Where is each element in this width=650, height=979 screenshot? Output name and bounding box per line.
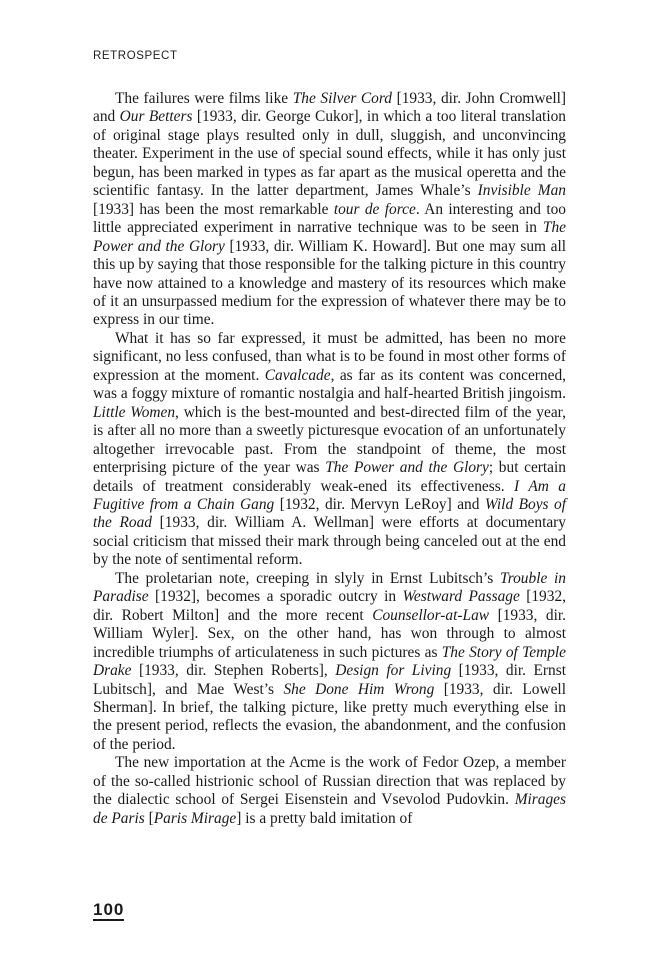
italic-title: Trouble in Paradise (93, 569, 567, 606)
italic-title: She Done Him Wrong (283, 680, 435, 698)
italic-title: Our Betters (119, 108, 193, 126)
italic-title: Mirages de Paris (93, 791, 566, 827)
text-run: ; but certain details of treatment considerably weak-ened its effectiveness. (93, 459, 566, 495)
text-run: [1933, dir. William A. Wellman] were efforts at documentary social criticism that missed their mark through being canceled out at the end by the note of sentimental reform. (93, 514, 566, 569)
text-run: [1933, dir. John Cromwell] and (93, 90, 566, 126)
text-run: [1933, dir. Stephen Roberts], (131, 662, 336, 680)
italic-title: Paris Mirage (153, 809, 237, 827)
running-head: RETROSPECT (93, 50, 178, 62)
text-run: [1933, dir. William K. Howard]. But one may sum all this up by saying that those responsible for the talking picture in this country have now attained to a knowledge and mastery of its resources which make of it an unsurpassed medium for the expression of whatever there may be to express in our time. (93, 237, 566, 329)
text-run: [1933, dir. George Cukor], in which a too literal translation of original stage plays resulted only in dull, sluggish, and unconvincing theater. Experiment in the use of special sound effects, while it has only just begun, has been marked in types as far apart as the musical operetta and the scientific fantasy. In the latter department, James Whale’s (93, 108, 566, 200)
text-run: , as far as its content was concerned, was a foggy mixture of romantic nostalgia and half-hearted British jingoism. (93, 366, 567, 403)
italic-title: Counsellor-at-Law (372, 606, 490, 624)
paragraph (93, 570, 566, 755)
text-run: The proletarian note, creeping in slyly in Ernst Lubitsch’s (115, 569, 500, 587)
italic-title: Little Women (93, 403, 176, 421)
text-run: The failures were films like (115, 90, 293, 107)
text-run: [1932, dir. Robert Milton] and the more recent (93, 588, 566, 624)
paragraph (93, 754, 566, 828)
text-run: [1933, dir. William Wyler]. Sex, on the other hand, has won through to almost incredible triumphs of articulateness in such pictures as (93, 606, 567, 661)
paragraph (93, 330, 566, 570)
text-run: [1932], becomes a sporadic outcry in (148, 588, 403, 606)
text-run: ] is a pretty bald imitation of (236, 809, 413, 827)
italic-title: Westward Passage (402, 588, 520, 606)
italic-title: Wild Boys of the Road (93, 495, 566, 532)
paragraph (93, 90, 566, 330)
body-text (93, 90, 566, 828)
italic-title: The Story of Temple Drake (93, 643, 566, 680)
italic-title: Design for Living (335, 662, 452, 680)
text-run: [1932, dir. Mervyn LeRoy] and (274, 495, 485, 513)
text-run: [ (144, 809, 154, 827)
italic-title: Cavalcade (264, 366, 331, 384)
page-number: 100 (93, 900, 125, 919)
text-run: [1933] has been the most remarkable (93, 200, 334, 218)
text-run: [1933, dir. Ernst Lubitsch], and Mae West’s (93, 662, 566, 698)
italic-title: The Power and the Glory (325, 459, 489, 477)
text-run: . An interesting and too little appreciated experiment in narrative technique was to be seen in (93, 200, 567, 237)
text-run: What it has so far expressed, it must be admitted, has been no more significant, no less confused, than what is to be found in most other forms of expression at the moment. (93, 329, 566, 384)
italic-title: The Silver Cord (292, 90, 392, 107)
italic-title: I Am a Fugitive from a Chain Gang (93, 477, 566, 513)
italic-title: The Power and the Glory (93, 219, 566, 255)
text-run: [1933, dir. Lowell Sherman]. In brief, the talking picture, like pretty much everything else in the present period, reflects the evasion, the abandonment, and the confusion of the period. (93, 680, 566, 753)
italic-title: Invisible Man (477, 182, 566, 200)
text-run: , which is the best-mounted and best-directed film of the year, is after all no more than a sweetly picturesque evocation of an unfortunately altogether irrevocable past. From the standpoint of theme, the most enterprising picture of the year was (93, 403, 567, 477)
italic-title: tour de force (333, 200, 416, 218)
text-run: The new importation at the Acme is the work of Fedor Ozep, a member of the so-called histrionic school of Russian direction that was replaced by the dialectic school of Sergei Eisenstein and Vsevolod Pudovkin. (93, 754, 566, 809)
